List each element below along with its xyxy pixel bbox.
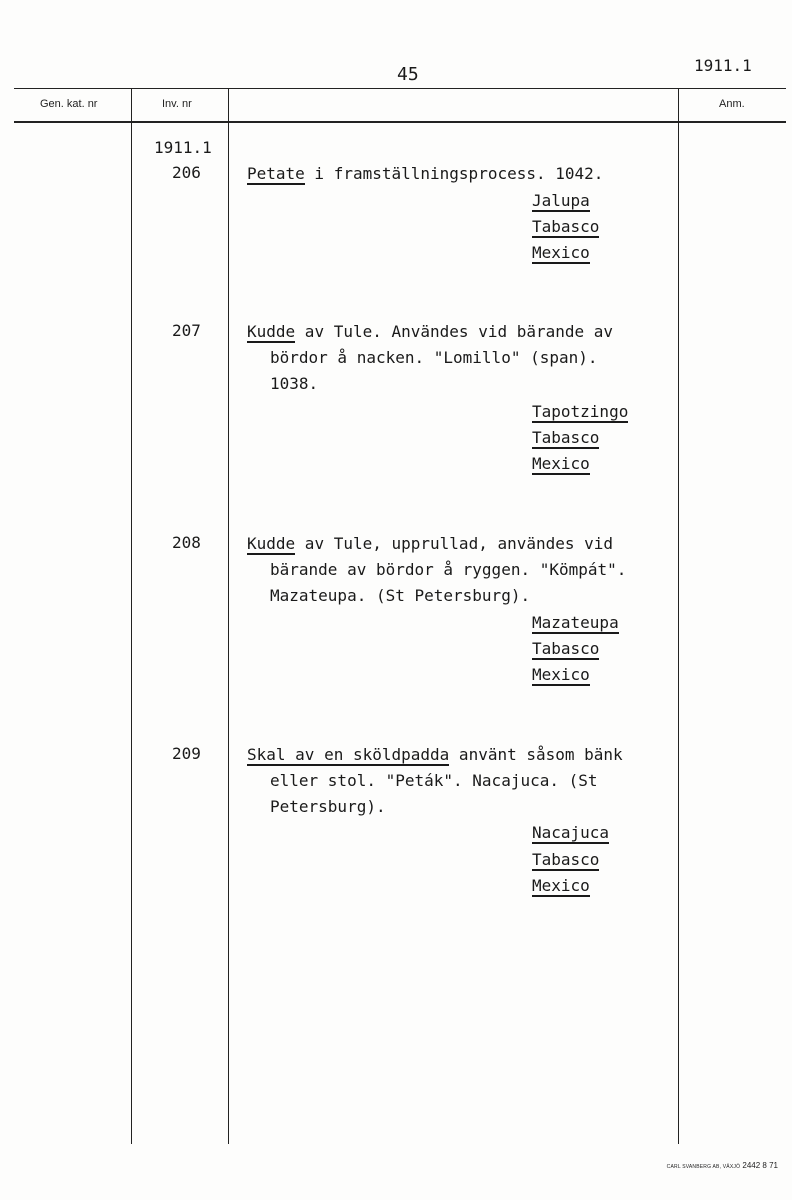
header-bottom-rule <box>14 121 786 123</box>
place-locality: Tapotzingo <box>532 402 629 421</box>
header-top-rule <box>14 88 786 89</box>
entry-keyword: Skal av en sköldpadda <box>247 745 450 764</box>
place-locality: Mazateupa <box>532 613 619 632</box>
entry-keyword: Petate <box>247 164 305 183</box>
series-label: 1911.1 <box>154 138 212 157</box>
place-country: Mexico <box>532 243 590 262</box>
column-divider-3 <box>678 88 679 1144</box>
entry-text: av Tule, upprullad, användes vid <box>295 534 614 553</box>
entry-description-line <box>247 164 603 183</box>
inv-number: 208 <box>172 533 201 552</box>
place-locality: Nacajuca <box>532 823 610 842</box>
entry-description-line <box>247 745 623 764</box>
entry-description-line: Petersburg). <box>270 797 386 816</box>
printer-imprint <box>667 1161 778 1170</box>
entry-description-line: bärande av bördor å ryggen. "Kömpát". <box>270 560 627 579</box>
entry-keyword: Kudde <box>247 322 296 341</box>
entry-description-line: 1038. <box>270 374 319 393</box>
entry-text: av Tule. Användes vid bärande av <box>295 322 614 341</box>
place-locality: Jalupa <box>532 191 590 210</box>
place-state: Tabasco <box>532 428 600 447</box>
page-number: 45 <box>397 64 419 85</box>
entry-keyword: Kudde <box>247 534 296 553</box>
column-divider-2 <box>228 88 229 1144</box>
collection-id: 1911.1 <box>694 56 752 75</box>
column-divider-1 <box>131 88 132 1144</box>
place-state: Tabasco <box>532 217 600 236</box>
entry-description-line <box>247 322 613 341</box>
place-country: Mexico <box>532 876 590 895</box>
entry-description-line: eller stol. "Peták". Nacajuca. (St <box>270 771 598 790</box>
entry-text: använt såsom bänk <box>449 745 623 764</box>
place-state: Tabasco <box>532 850 600 869</box>
inv-number: 206 <box>172 163 201 182</box>
entry-description-line <box>247 534 613 553</box>
entry-text: i framställningsprocess. 1042. <box>304 164 604 183</box>
printer-name: CARL SVANBERG AB, VÄXJÖ <box>666 1164 741 1170</box>
entry-description-line: bördor å nacken. "Lomillo" (span). <box>270 348 598 367</box>
column-header-inv-nr: Inv. nr <box>162 98 192 110</box>
inv-number: 207 <box>172 321 201 340</box>
column-header-gen-kat-nr: Gen. kat. nr <box>40 98 98 110</box>
place-country: Mexico <box>532 665 590 684</box>
inv-number: 209 <box>172 744 201 763</box>
entry-description-line: Mazateupa. (St Petersburg). <box>270 586 531 605</box>
form-code: 2442 8 71 <box>742 1161 778 1170</box>
place-state: Tabasco <box>532 639 600 658</box>
column-header-anm: Anm. <box>719 98 745 110</box>
place-country: Mexico <box>532 454 590 473</box>
